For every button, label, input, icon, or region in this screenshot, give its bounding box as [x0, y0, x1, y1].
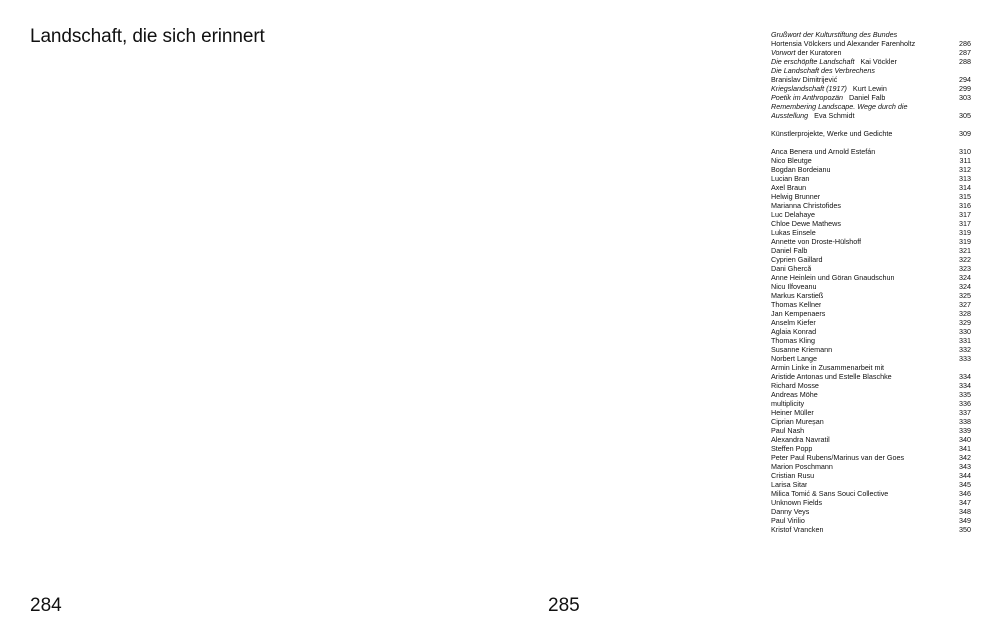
- toc-spacer: [771, 120, 971, 129]
- toc-entry: [771, 39, 971, 48]
- toc-artist-name: Norbert Lange: [771, 354, 817, 363]
- toc-artist-name: Markus Karstieß: [771, 291, 824, 300]
- toc-artist-page: 313: [959, 174, 971, 183]
- toc-entry: [771, 48, 971, 57]
- toc-entry-segment: Kurt Lewin: [846, 84, 887, 93]
- toc-artist-entry: [771, 300, 971, 309]
- toc-section-heading: [771, 129, 971, 138]
- page-number-left: 284: [30, 595, 62, 616]
- toc-entry: [771, 84, 971, 93]
- toc-artist-entry: [771, 183, 971, 192]
- toc-entry-segment: Die erschöpfte Landschaft: [771, 57, 855, 66]
- toc-artist-entry: [771, 399, 971, 408]
- toc-artist-entry: [771, 219, 971, 228]
- toc-entry-title: [771, 57, 897, 66]
- toc-artist-name: Helwig Brunner: [771, 192, 821, 201]
- toc-artist-name: Nicu Ilfoveanu: [771, 282, 817, 291]
- toc-artist-entry: [771, 237, 971, 246]
- toc-entry-page: [955, 30, 971, 39]
- toc-artist-entry: [771, 363, 971, 372]
- toc-entry-title: [771, 66, 875, 75]
- toc-artist-page: 311: [959, 156, 971, 165]
- toc-artist-page: 347: [959, 498, 971, 507]
- toc-artist-page: 328: [959, 309, 971, 318]
- toc-artist-page: 323: [959, 264, 971, 273]
- toc-artist-entry: [771, 426, 971, 435]
- toc-artist-name: Unknown Fields: [771, 498, 823, 507]
- toc-artist-page: 325: [959, 291, 971, 300]
- toc-artist-entry: [771, 489, 971, 498]
- toc-artist-entry: [771, 345, 971, 354]
- toc-artist-page: 312: [959, 165, 971, 174]
- toc-artist-name: Luc Delahaye: [771, 210, 815, 219]
- toc-artist-page: 324: [959, 273, 971, 282]
- toc-artist-page: 342: [959, 453, 971, 462]
- toc-artist-entry: [771, 309, 971, 318]
- toc-artist-name: Anselm Kiefer: [771, 318, 816, 327]
- toc-artist-entry: [771, 354, 971, 363]
- toc-artist-page: 319: [959, 228, 971, 237]
- toc-artist-entry: [771, 165, 971, 174]
- toc-entry-title: [771, 39, 915, 48]
- toc-artist-page: 348: [959, 507, 971, 516]
- toc-artist-page: 310: [959, 147, 971, 156]
- toc-artist-name: Jan Kempenaers: [771, 309, 826, 318]
- toc-artist-name: Danny Veys: [771, 507, 810, 516]
- toc-entry-segment: Grußwort der Kulturstiftung des Bundes: [771, 30, 898, 39]
- toc-artist-name: Bogdan Bordeianu: [771, 165, 831, 174]
- toc-artist-name: Dani Ghercă: [771, 264, 812, 273]
- toc-entry-title: [771, 30, 897, 39]
- toc-artist-page: 330: [959, 327, 971, 336]
- toc-artist-page: 333: [959, 354, 971, 363]
- toc-artist-page: 324: [959, 282, 971, 291]
- toc-artist-name: Chloe Dewe Mathews: [771, 219, 841, 228]
- toc-entry-segment: Kai Vöckler: [854, 57, 897, 66]
- toc-artist-name: Annette von Droste-Hülshoff: [771, 237, 862, 246]
- toc-entry: [771, 57, 971, 66]
- toc-entry-title: [771, 111, 855, 120]
- toc-artist-entry: [771, 201, 971, 210]
- toc-section-label: Künstlerprojekte, Werke und Gedichte: [771, 129, 893, 138]
- toc-artist-page: 319: [959, 237, 971, 246]
- spread-title: Landschaft, die sich erinnert: [30, 26, 265, 47]
- toc-entry-title: [771, 93, 885, 102]
- toc-entry-page: 303: [959, 93, 971, 102]
- toc-artist-entry: [771, 327, 971, 336]
- toc-entry-segment: Eva Schmidt: [808, 111, 855, 120]
- toc-entry-page: [955, 102, 971, 111]
- toc-artist-name: Cristian Rusu: [771, 471, 815, 480]
- toc-artist-name: Steffen Popp: [771, 444, 813, 453]
- toc-artist-name: Kristof Vrancken: [771, 525, 824, 534]
- toc-entry-segment: Die Landschaft des Verbrechens: [771, 66, 876, 75]
- toc-artist-name: Lucian Bran: [771, 174, 810, 183]
- toc-artist-name: Aristide Antonas und Estelle Blaschke: [771, 372, 892, 381]
- toc-artist-entry: [771, 435, 971, 444]
- toc-artist-entry: [771, 525, 971, 534]
- toc-entry-segment: Branislav Dimitrijević: [771, 75, 838, 84]
- toc-entry: [771, 75, 971, 84]
- toc-artist-entry: [771, 282, 971, 291]
- toc-artist-entry: [771, 462, 971, 471]
- toc-artist-page: 338: [959, 417, 971, 426]
- toc-artist-page: 344: [959, 471, 971, 480]
- toc-section-page: 309: [959, 129, 971, 138]
- toc-artist-name: Anca Benera und Arnold Estefán: [771, 147, 876, 156]
- toc-artist-entry: [771, 516, 971, 525]
- toc-entry-segment: Remembering Landscape. Wege durch die: [771, 102, 908, 111]
- toc-artist-entry: [771, 390, 971, 399]
- toc-artist-entry: [771, 336, 971, 345]
- toc-artist-name: Susanne Kriemann: [771, 345, 833, 354]
- toc-artist-name: Daniel Falb: [771, 246, 808, 255]
- toc-artist-page: 337: [959, 408, 971, 417]
- toc-artist-name: Paul Nash: [771, 426, 805, 435]
- toc-artist-entry: [771, 291, 971, 300]
- toc-artist-page: 340: [959, 435, 971, 444]
- toc-artist-name: Anne Heinlein und Göran Gnaudschun: [771, 273, 895, 282]
- toc-artist-page: 350: [959, 525, 971, 534]
- toc-artist-entry: [771, 498, 971, 507]
- toc-artist-name: multiplicity: [771, 399, 805, 408]
- toc-artist-name: Axel Braun: [771, 183, 807, 192]
- toc-entry-title: [771, 84, 887, 93]
- toc-artist-page: 336: [959, 399, 971, 408]
- toc-artist-page: 322: [959, 255, 971, 264]
- toc-artist-name: Alexandra Navratil: [771, 435, 830, 444]
- toc-artist-page: 335: [959, 390, 971, 399]
- toc-entry-title: [771, 102, 908, 111]
- toc-artist-name: Marion Poschmann: [771, 462, 833, 471]
- toc-artist-entry: [771, 156, 971, 165]
- toc-artist-page: 345: [959, 480, 971, 489]
- toc-entry-segment: Vorwort: [771, 48, 796, 57]
- toc-entry-page: 294: [959, 75, 971, 84]
- toc-artist-name: Cyprien Gaillard: [771, 255, 823, 264]
- toc-artist-page: 316: [959, 201, 971, 210]
- toc-entry-title: [771, 48, 841, 57]
- toc-artist-name: Armin Linke in Zusammenarbeit mit: [771, 363, 885, 372]
- toc-artist-entry: [771, 408, 971, 417]
- toc-artist-name: Lukas Einsele: [771, 228, 816, 237]
- toc-artist-entry: [771, 174, 971, 183]
- toc-artist-name: Thomas Kling: [771, 336, 815, 345]
- toc-artist-page: 346: [959, 489, 971, 498]
- toc-artist-page: 321: [959, 246, 971, 255]
- toc-entry-page: 288: [959, 57, 971, 66]
- toc-artist-entry: [771, 228, 971, 237]
- toc-entry-segment: Daniel Falb: [843, 93, 886, 102]
- toc-artist-entry: [771, 273, 971, 282]
- toc-entry: [771, 66, 971, 75]
- toc-artist-entry: [771, 318, 971, 327]
- toc-artist-page: 329: [959, 318, 971, 327]
- toc-artist-page: 334: [959, 372, 971, 381]
- toc-entry: [771, 30, 971, 39]
- toc-artist-entry: [771, 372, 971, 381]
- toc-artist-name: Ciprian Mureșan: [771, 417, 824, 426]
- toc-artist-entry: [771, 444, 971, 453]
- toc-artist-entry: [771, 480, 971, 489]
- toc-artist-page: 317: [959, 210, 971, 219]
- toc-spacer: [771, 138, 971, 147]
- toc-artist-entry: [771, 381, 971, 390]
- toc-artist-page: 334: [959, 381, 971, 390]
- toc-entry-page: 305: [959, 111, 971, 120]
- toc-artist-name: Milica Tomić & Sans Souci Collective: [771, 489, 889, 498]
- toc-artist-entry: [771, 147, 971, 156]
- toc-artist-page: [955, 363, 971, 372]
- toc-artist-name: Andreas Möhe: [771, 390, 818, 399]
- toc-artist-name: Larisa Sitar: [771, 480, 808, 489]
- toc-entry-page: 299: [959, 84, 971, 93]
- toc-entry-segment: Kriegslandschaft (1917): [771, 84, 847, 93]
- toc-artist-entry: [771, 507, 971, 516]
- toc-entry-segment: Hortensia Völckers und Alexander Farenholtz: [771, 39, 916, 48]
- toc-artist-entry: [771, 246, 971, 255]
- page-number-right: 285: [548, 595, 580, 616]
- toc-entry: [771, 111, 971, 120]
- toc-artist-name: Paul Virilio: [771, 516, 805, 525]
- toc-entry: [771, 93, 971, 102]
- toc-artist-entry: [771, 453, 971, 462]
- toc-intro: [771, 30, 971, 120]
- toc-artist-name: Richard Mosse: [771, 381, 819, 390]
- toc-artist-name: Aglaia Konrad: [771, 327, 817, 336]
- toc-artist-page: 332: [959, 345, 971, 354]
- toc-artist-page: 327: [959, 300, 971, 309]
- toc-artist-page: 349: [959, 516, 971, 525]
- toc-entry-page: 286: [959, 39, 971, 48]
- toc-artists: [771, 147, 971, 534]
- toc-artist-page: 317: [959, 219, 971, 228]
- toc-artist-entry: [771, 210, 971, 219]
- toc-artist-page: 343: [959, 462, 971, 471]
- toc-artist-page: 314: [959, 183, 971, 192]
- toc-entry-page: 287: [959, 48, 971, 57]
- toc-entry: [771, 102, 971, 111]
- toc-artist-page: 339: [959, 426, 971, 435]
- toc-entry-segment: der Kuratoren: [795, 48, 842, 57]
- toc-entry-segment: Ausstellung: [771, 111, 809, 120]
- toc-entry-page: [955, 66, 971, 75]
- toc-entry-segment: Poetik im Anthropozän: [771, 93, 844, 102]
- toc-artist-name: Marianna Christofides: [771, 201, 841, 210]
- toc-entry-title: [771, 75, 837, 84]
- toc-artist-name: Peter Paul Rubens/Marinus van der Goes: [771, 453, 905, 462]
- toc-artist-entry: [771, 255, 971, 264]
- toc-artist-page: 331: [959, 336, 971, 345]
- toc-artist-page: 315: [959, 192, 971, 201]
- toc-artist-name: Heiner Müller: [771, 408, 814, 417]
- table-of-contents: [771, 30, 971, 534]
- toc-artist-page: 341: [959, 444, 971, 453]
- toc-artist-entry: [771, 417, 971, 426]
- toc-artist-name: Nico Bleutge: [771, 156, 812, 165]
- toc-artist-entry: [771, 192, 971, 201]
- toc-artist-name: Thomas Kellner: [771, 300, 822, 309]
- toc-artist-entry: [771, 264, 971, 273]
- toc-artist-entry: [771, 471, 971, 480]
